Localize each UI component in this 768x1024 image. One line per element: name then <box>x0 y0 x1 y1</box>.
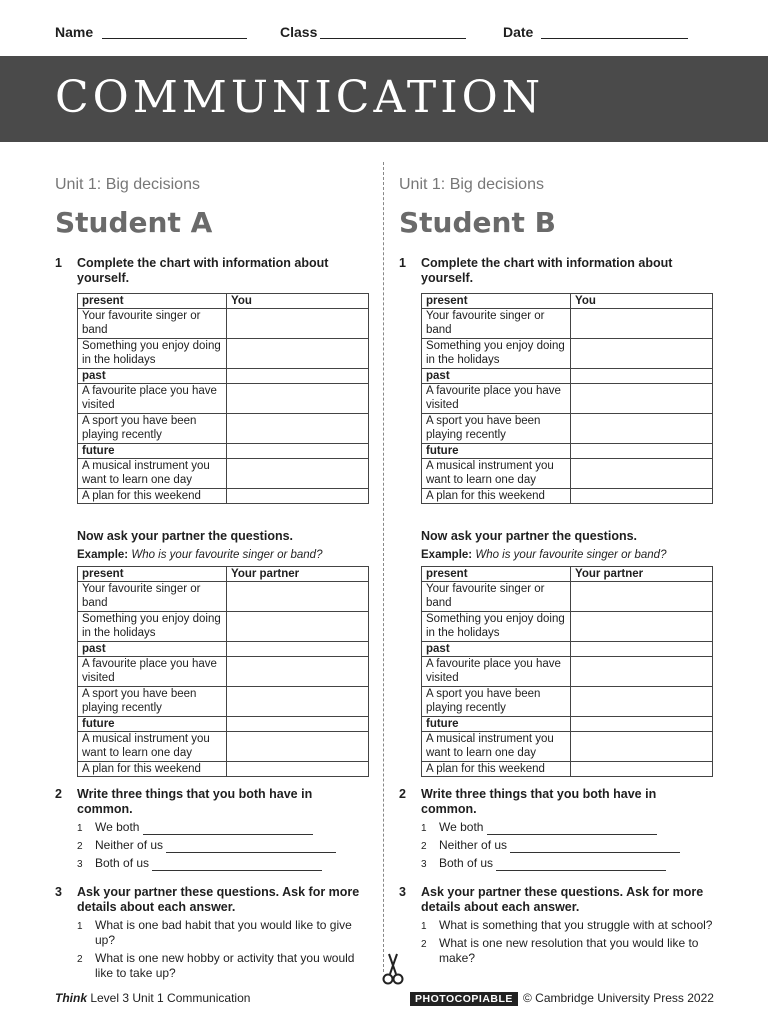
unit-title: Unit 1: Big decisions <box>399 176 544 193</box>
common-item <box>399 838 715 853</box>
question-2 <box>55 787 371 817</box>
discussion-question <box>399 918 715 933</box>
item-text: What is one bad habit that you would like to give up? <box>95 918 352 947</box>
example-label: Example: <box>421 549 473 561</box>
discussion-question <box>55 951 371 981</box>
chart-column-header: You <box>227 294 369 309</box>
chart-section-label: future <box>78 717 227 732</box>
chart-section-label: present <box>422 294 571 309</box>
info-chart <box>77 566 369 777</box>
item-text: We both <box>95 820 140 834</box>
class-field[interactable] <box>320 38 466 39</box>
answer-blank[interactable] <box>152 858 322 871</box>
item-text: We both <box>439 820 484 834</box>
chart-prompt: Your favourite singer or band <box>78 582 227 612</box>
question-text: Complete the chart with information about yourself. <box>421 256 673 285</box>
chart-section-label: future <box>422 717 571 732</box>
chart-answer-cell[interactable] <box>227 762 369 777</box>
chart-section-label: present <box>422 567 571 582</box>
date-field[interactable] <box>541 38 688 39</box>
chart-column-header: Your partner <box>227 567 369 582</box>
chart-prompt: A musical instrument you want to learn one day <box>78 732 227 762</box>
item-number: 3 <box>77 859 83 870</box>
question-text: Complete the chart with information about yourself. <box>77 256 329 285</box>
chart-prompt: A favourite place you have visited <box>78 384 227 414</box>
info-chart <box>421 293 713 504</box>
chart-column-header: You <box>571 294 713 309</box>
chart-prompt: A musical instrument you want to learn one day <box>78 459 227 489</box>
instruction: Now ask your partner the questions. <box>77 529 294 543</box>
question-text: Ask your partner these questions. Ask for more details about each answer. <box>77 885 360 914</box>
chart-section-label: past <box>78 369 227 384</box>
cut-line <box>383 162 384 972</box>
chart-answer-cell[interactable] <box>571 732 713 762</box>
item-number: 2 <box>421 939 427 950</box>
chart-prompt: A sport you have been playing recently <box>78 414 227 444</box>
question-text: Write three things that you both have in common. <box>421 787 657 816</box>
common-item <box>55 856 371 871</box>
chart-answer-cell[interactable] <box>227 687 369 717</box>
example-text: Who is your favourite singer or band? <box>475 549 667 561</box>
chart-answer-cell[interactable] <box>571 414 713 444</box>
question-1 <box>399 256 715 286</box>
student-a-column <box>55 176 371 981</box>
question-2 <box>399 787 715 817</box>
chart-answer-cell[interactable] <box>227 339 369 369</box>
name-label: Name <box>55 24 94 40</box>
page-title: COMMUNICATION <box>55 72 545 123</box>
item-number: 3 <box>421 859 427 870</box>
chart-answer-cell[interactable] <box>571 384 713 414</box>
chart-prompt: A favourite place you have visited <box>422 384 571 414</box>
instruction: Now ask your partner the questions. <box>421 529 638 543</box>
item-number: 2 <box>77 841 83 852</box>
date-label: Date <box>503 24 534 40</box>
question-number: 1 <box>399 256 406 270</box>
answer-blank[interactable] <box>510 840 680 853</box>
chart-prompt: A sport you have been playing recently <box>422 414 571 444</box>
chart-answer-cell[interactable] <box>227 414 369 444</box>
item-text: What is one new hobby or activity that you would like to take up? <box>95 951 355 980</box>
chart-answer-cell[interactable] <box>571 657 713 687</box>
chart-prompt: Your favourite singer or band <box>422 309 571 339</box>
item-text: Neither of us <box>95 838 164 852</box>
chart-answer-cell[interactable] <box>227 459 369 489</box>
example-text: Who is your favourite singer or band? <box>131 549 323 561</box>
answer-blank[interactable] <box>143 822 313 835</box>
info-chart <box>77 293 369 504</box>
question-text: Write three things that you both have in common. <box>77 787 313 816</box>
common-item <box>399 856 715 871</box>
chart-section-label: past <box>78 642 227 657</box>
book-info <box>55 991 250 1005</box>
item-number: 1 <box>77 921 83 932</box>
chart-prompt: A musical instrument you want to learn one day <box>422 459 571 489</box>
item-text: Neither of us <box>439 838 508 852</box>
chart-answer-cell[interactable] <box>571 582 713 612</box>
chart-prompt: A plan for this weekend <box>422 762 571 777</box>
chart-answer-cell[interactable] <box>571 489 713 504</box>
question-3 <box>399 885 715 915</box>
student-title: Student A <box>55 206 213 239</box>
chart-answer-cell[interactable] <box>571 762 713 777</box>
chart-prompt: A plan for this weekend <box>78 762 227 777</box>
unit-title: Unit 1: Big decisions <box>55 176 200 193</box>
chart-answer-cell[interactable] <box>227 444 369 459</box>
chart-answer-cell[interactable] <box>227 369 369 384</box>
question-3 <box>55 885 371 915</box>
chart-prompt: Your favourite singer or band <box>422 582 571 612</box>
info-chart <box>421 566 713 777</box>
chart-section-label: present <box>78 567 227 582</box>
chart-section-label: future <box>422 444 571 459</box>
chart-prompt: A favourite place you have visited <box>78 657 227 687</box>
item-number: 1 <box>421 921 427 932</box>
example <box>399 549 715 561</box>
item-text: What is something that you struggle with at school? <box>439 918 713 932</box>
copyright: © Cambridge University Press 2022 <box>523 991 714 1005</box>
chart-answer-cell[interactable] <box>571 459 713 489</box>
chart-answer-cell[interactable] <box>227 612 369 642</box>
common-item <box>55 820 371 835</box>
item-text: Both of us <box>95 856 150 870</box>
item-number: 1 <box>421 823 427 834</box>
question-1 <box>55 256 371 286</box>
example-label: Example: <box>77 549 129 561</box>
chart-prompt: A sport you have been playing recently <box>422 687 571 717</box>
answer-blank[interactable] <box>496 858 666 871</box>
book-level: Level 3 Unit 1 Communication <box>87 991 251 1005</box>
chart-answer-cell[interactable] <box>571 642 713 657</box>
item-number: 2 <box>77 954 83 965</box>
chart-answer-cell[interactable] <box>227 582 369 612</box>
chart-answer-cell[interactable] <box>227 489 369 504</box>
item-text: Both of us <box>439 856 494 870</box>
chart-column-header: Your partner <box>571 567 713 582</box>
chart-answer-cell[interactable] <box>571 717 713 732</box>
chart-answer-cell[interactable] <box>227 657 369 687</box>
student-title: Student B <box>399 206 556 239</box>
item-number: 2 <box>421 841 427 852</box>
name-field[interactable] <box>102 38 247 39</box>
chart-answer-cell[interactable] <box>571 612 713 642</box>
book-series: Think <box>55 991 87 1005</box>
chart-prompt: Your favourite singer or band <box>78 309 227 339</box>
chart-section-label: past <box>422 369 571 384</box>
chart-answer-cell[interactable] <box>227 717 369 732</box>
question-number: 3 <box>399 885 406 899</box>
chart-answer-cell[interactable] <box>571 444 713 459</box>
chart-answer-cell[interactable] <box>227 309 369 339</box>
chart-answer-cell[interactable] <box>571 369 713 384</box>
class-label: Class <box>280 24 318 40</box>
chart-answer-cell[interactable] <box>227 384 369 414</box>
item-number: 1 <box>77 823 83 834</box>
answer-blank[interactable] <box>166 840 336 853</box>
chart-prompt: A plan for this weekend <box>78 489 227 504</box>
question-number: 1 <box>55 256 62 270</box>
photocopiable-badge: PHOTOCOPIABLE <box>410 992 518 1006</box>
chart-prompt: Something you enjoy doing in the holidays <box>78 339 227 369</box>
chart-prompt: Something you enjoy doing in the holidays <box>422 612 571 642</box>
chart-section-label: future <box>78 444 227 459</box>
question-number: 3 <box>55 885 62 899</box>
chart-prompt: A favourite place you have visited <box>422 657 571 687</box>
chart-section-label: present <box>78 294 227 309</box>
example <box>55 549 371 561</box>
question-number: 2 <box>399 787 406 801</box>
chart-answer-cell[interactable] <box>571 339 713 369</box>
answer-blank[interactable] <box>487 822 657 835</box>
chart-answer-cell[interactable] <box>571 309 713 339</box>
chart-answer-cell[interactable] <box>227 732 369 762</box>
chart-section-label: past <box>422 642 571 657</box>
chart-answer-cell[interactable] <box>227 642 369 657</box>
chart-prompt: A sport you have been playing recently <box>78 687 227 717</box>
discussion-question <box>399 936 715 966</box>
scissors-icon <box>380 952 406 986</box>
question-number: 2 <box>55 787 62 801</box>
item-text: What is one new resolution that you would like to make? <box>439 936 699 965</box>
discussion-question <box>55 918 371 948</box>
student-b-column <box>399 176 715 966</box>
common-item <box>399 820 715 835</box>
chart-prompt: Something you enjoy doing in the holidays <box>422 339 571 369</box>
chart-prompt: A plan for this weekend <box>422 489 571 504</box>
common-item <box>55 838 371 853</box>
chart-answer-cell[interactable] <box>571 687 713 717</box>
chart-prompt: Something you enjoy doing in the holidays <box>78 612 227 642</box>
chart-prompt: A musical instrument you want to learn one day <box>422 732 571 762</box>
question-text: Ask your partner these questions. Ask for more details about each answer. <box>421 885 704 914</box>
